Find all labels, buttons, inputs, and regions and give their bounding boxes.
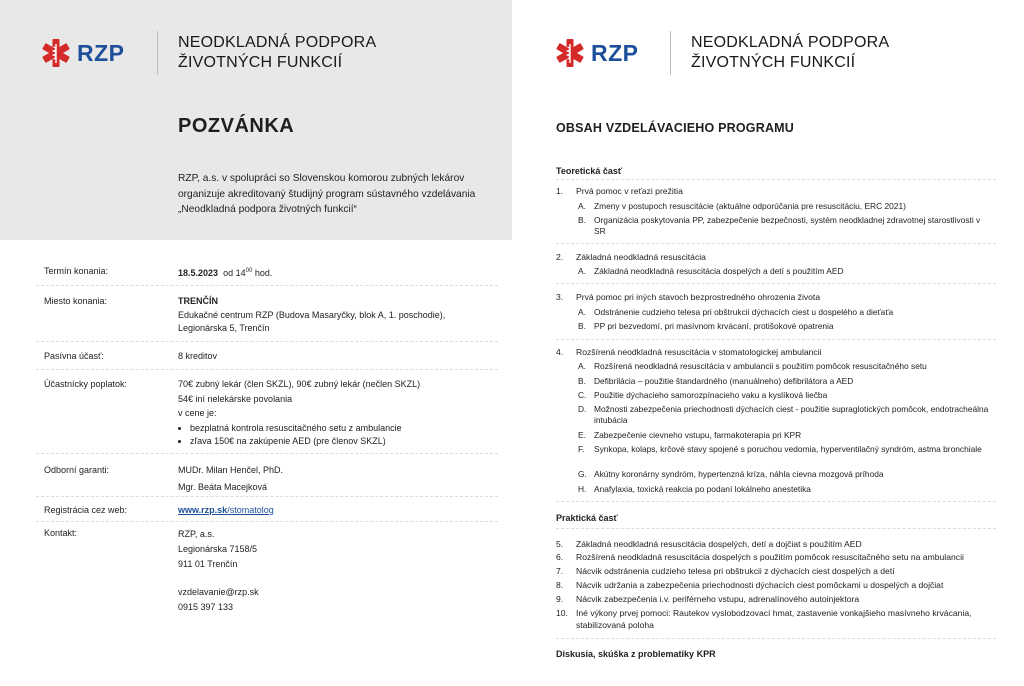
program-title: OBSAH VZDELÁVACIEHO PROGRAMU: [556, 121, 795, 135]
star-of-life-icon: [40, 37, 72, 69]
divider: [157, 31, 158, 75]
separator: [556, 638, 996, 639]
separator: [556, 179, 996, 180]
place-value: TRENČÍN Edukačné centrum RZP (Budova Masaryčky, blok A, 1. poschodie), Legionárska 5, Trenčín: [178, 296, 446, 333]
final-note: Diskusia, skúška z problematiky KPR: [556, 649, 716, 659]
separator: [36, 341, 498, 342]
page-title: POZVÁNKA: [178, 115, 295, 137]
date-value: 18.5.2023 od $14^{00}$ hod.: [178, 268, 273, 278]
fee-value: 70€ zubný lekár (člen SKZL), 90€ zubný lekár (nečlen SKZL) 54€ iní nelekárske povolania v cene je: • bezplatná kontrola resuscitačného setu z ambulancie • zľava 150€ na zakúpenie AED (pre členov SKZL): [178, 378, 498, 449]
rzp-logo: [40, 37, 125, 69]
logo-text: RZP: [591, 39, 639, 66]
date-label: Termín konania:: [44, 266, 109, 276]
guarantors-value: MUDr. Milan Henčel, PhD. Mgr. Beáta Macejková: [178, 465, 284, 492]
separator: [556, 501, 996, 502]
divider: [670, 31, 671, 75]
separator: [36, 521, 498, 522]
separator: [556, 243, 996, 244]
contact-value: RZP, a.s. Legionárska 7158/5 911 01 Trenčín vzdelavanie@rzp.sk 0915 397 133: [178, 527, 498, 615]
star-of-life-icon: [554, 37, 586, 69]
registration-link[interactable]: www.rzp.sk/stomatolog: [178, 505, 274, 515]
intro-text: RZP, a.s. v spolupráci so Slovenskou komorou zubných lekárov organizuje akreditovaný študijný program sústavného vzdelávania „Neodkladná podpora životných funkcií“: [178, 173, 476, 215]
contact-phone: 0915 397 133: [178, 602, 234, 612]
contact-label: Kontakt:: [44, 528, 78, 538]
rzp-logo: [554, 37, 639, 69]
guarantors-label: Odborní garanti:: [44, 465, 110, 475]
contact-email: vzdelavanie@rzp.sk: [178, 587, 259, 597]
credits-label: Pasívna účasť:: [44, 351, 104, 361]
brand-title: NEODKLADNÁ PODPORA ŽIVOTNÝCH FUNKCIÍ: [178, 34, 377, 71]
separator: [36, 285, 498, 286]
separator: [36, 369, 498, 370]
logo-text: RZP: [77, 39, 125, 66]
fee-label: Účastnícky poplatok:: [44, 379, 128, 389]
list-item: • bezplatná kontrola resuscitačného setu z ambulancie: [190, 422, 498, 436]
section-title-theory: Teoretická časť: [556, 166, 623, 176]
separator: [36, 453, 498, 454]
brand-title: NEODKLADNÁ PODPORA ŽIVOTNÝCH FUNKCIÍ: [691, 34, 890, 71]
program-page: RZP NEODKLADNÁ PODPORA ŽIVOTNÝCH FUNKCIÍ OBSAH VZDELÁVACIEHO PROGRAMU Teoretická časť 1. Prvá pomoc v reťazi prežitia A. Zmeny v postupoch resuscitácie (aktuálne odporúčania pre resuscitáciu, ERC 2021) B. Organizácia poskytovania PP, zabezpečenie bezpečnosti, systém neodkladnej zdravotnej starostlivosti v SR 2. Základná neodkladná resuscitácia A. Základná neodkladná resuscitácia dospelých a detí s použitím AED 3. Prvá pomoc pri iných stavoch bezprostredného ohrozenia života A. Odstránenie cudzieho telesa pri obštrukcii dýchacích ciest u dospelého a dieťaťa B. PP pri bezvedomí, pri masívnom krvácaní, protišokové opatrenia 4. Rozšírená neodkladná resuscitácia v stomatologickej ambulancii A. Rozšírená neodkladná resuscitácia v ambulancii s použitím pomôcok resuscitačného setu B. Defibrilácia – použitie štandardného (manuálneho) defibrilátora a AED C. Použitie dýchacieho samorozpínacieho vaku a kyslíková liečba D. Možnosti zabezpečenia priechodnosti dýchacích ciest - použitie supraglotických pomôcok, endotracheálna intubácia E. Zabezpečenie cievneho vstupu, farmakoterapia pri KPR F. Synkopa, kolaps, krčové stavy spojené s poruchou vedomia, hyperventilačný syndróm, astma bronchiale G. Akútny koronárny syndróm, hypertenzná kríza, náhla cievna mozgová príhoda H. Anafylaxia, toxická reakcia po podaní lokálneho anestetika Praktická časť 5. Základná neodkladná resuscitácia dospelých, detí a dojčiat s použitím AED 6. Rozšírená neodkladná resuscitácia dospelých s použitím pomôcok resuscitačného setu na ambulancii 7. Nácvik odstránenia cudzieho telesa pri obštrukcii z dýchacích ciest dospelých a detí 8. Nácvik udržania a zabezpečenia priechodnosti dýchacích ciest pomôckami u dospelých a dojčiat 9. Nácvik zabezpečenia i.v. periférneho vstupu, adrenalínového autoinjektora 10. Iné výkony prvej pomoci: Rautekov vyslobodzovací hmat, zastavenie vonkajšieho masívneho krvácania, stabilizovaná poloha Diskusia, skúška z problematiky KPR: [512, 0, 1024, 686]
place-label: Miesto konania:: [44, 296, 108, 306]
registration-label: Registrácia cez web:: [44, 505, 128, 515]
separator: [556, 528, 996, 529]
list-item: • zľava 150€ na zakúpenie AED (pre členov SKZL): [190, 435, 498, 449]
registration-value: [178, 504, 498, 518]
separator: [556, 339, 996, 340]
section-title-practice: Praktická časť: [556, 513, 618, 523]
separator: [556, 283, 996, 284]
separator: [36, 496, 498, 497]
credits-value: 8 kreditov: [178, 351, 218, 361]
